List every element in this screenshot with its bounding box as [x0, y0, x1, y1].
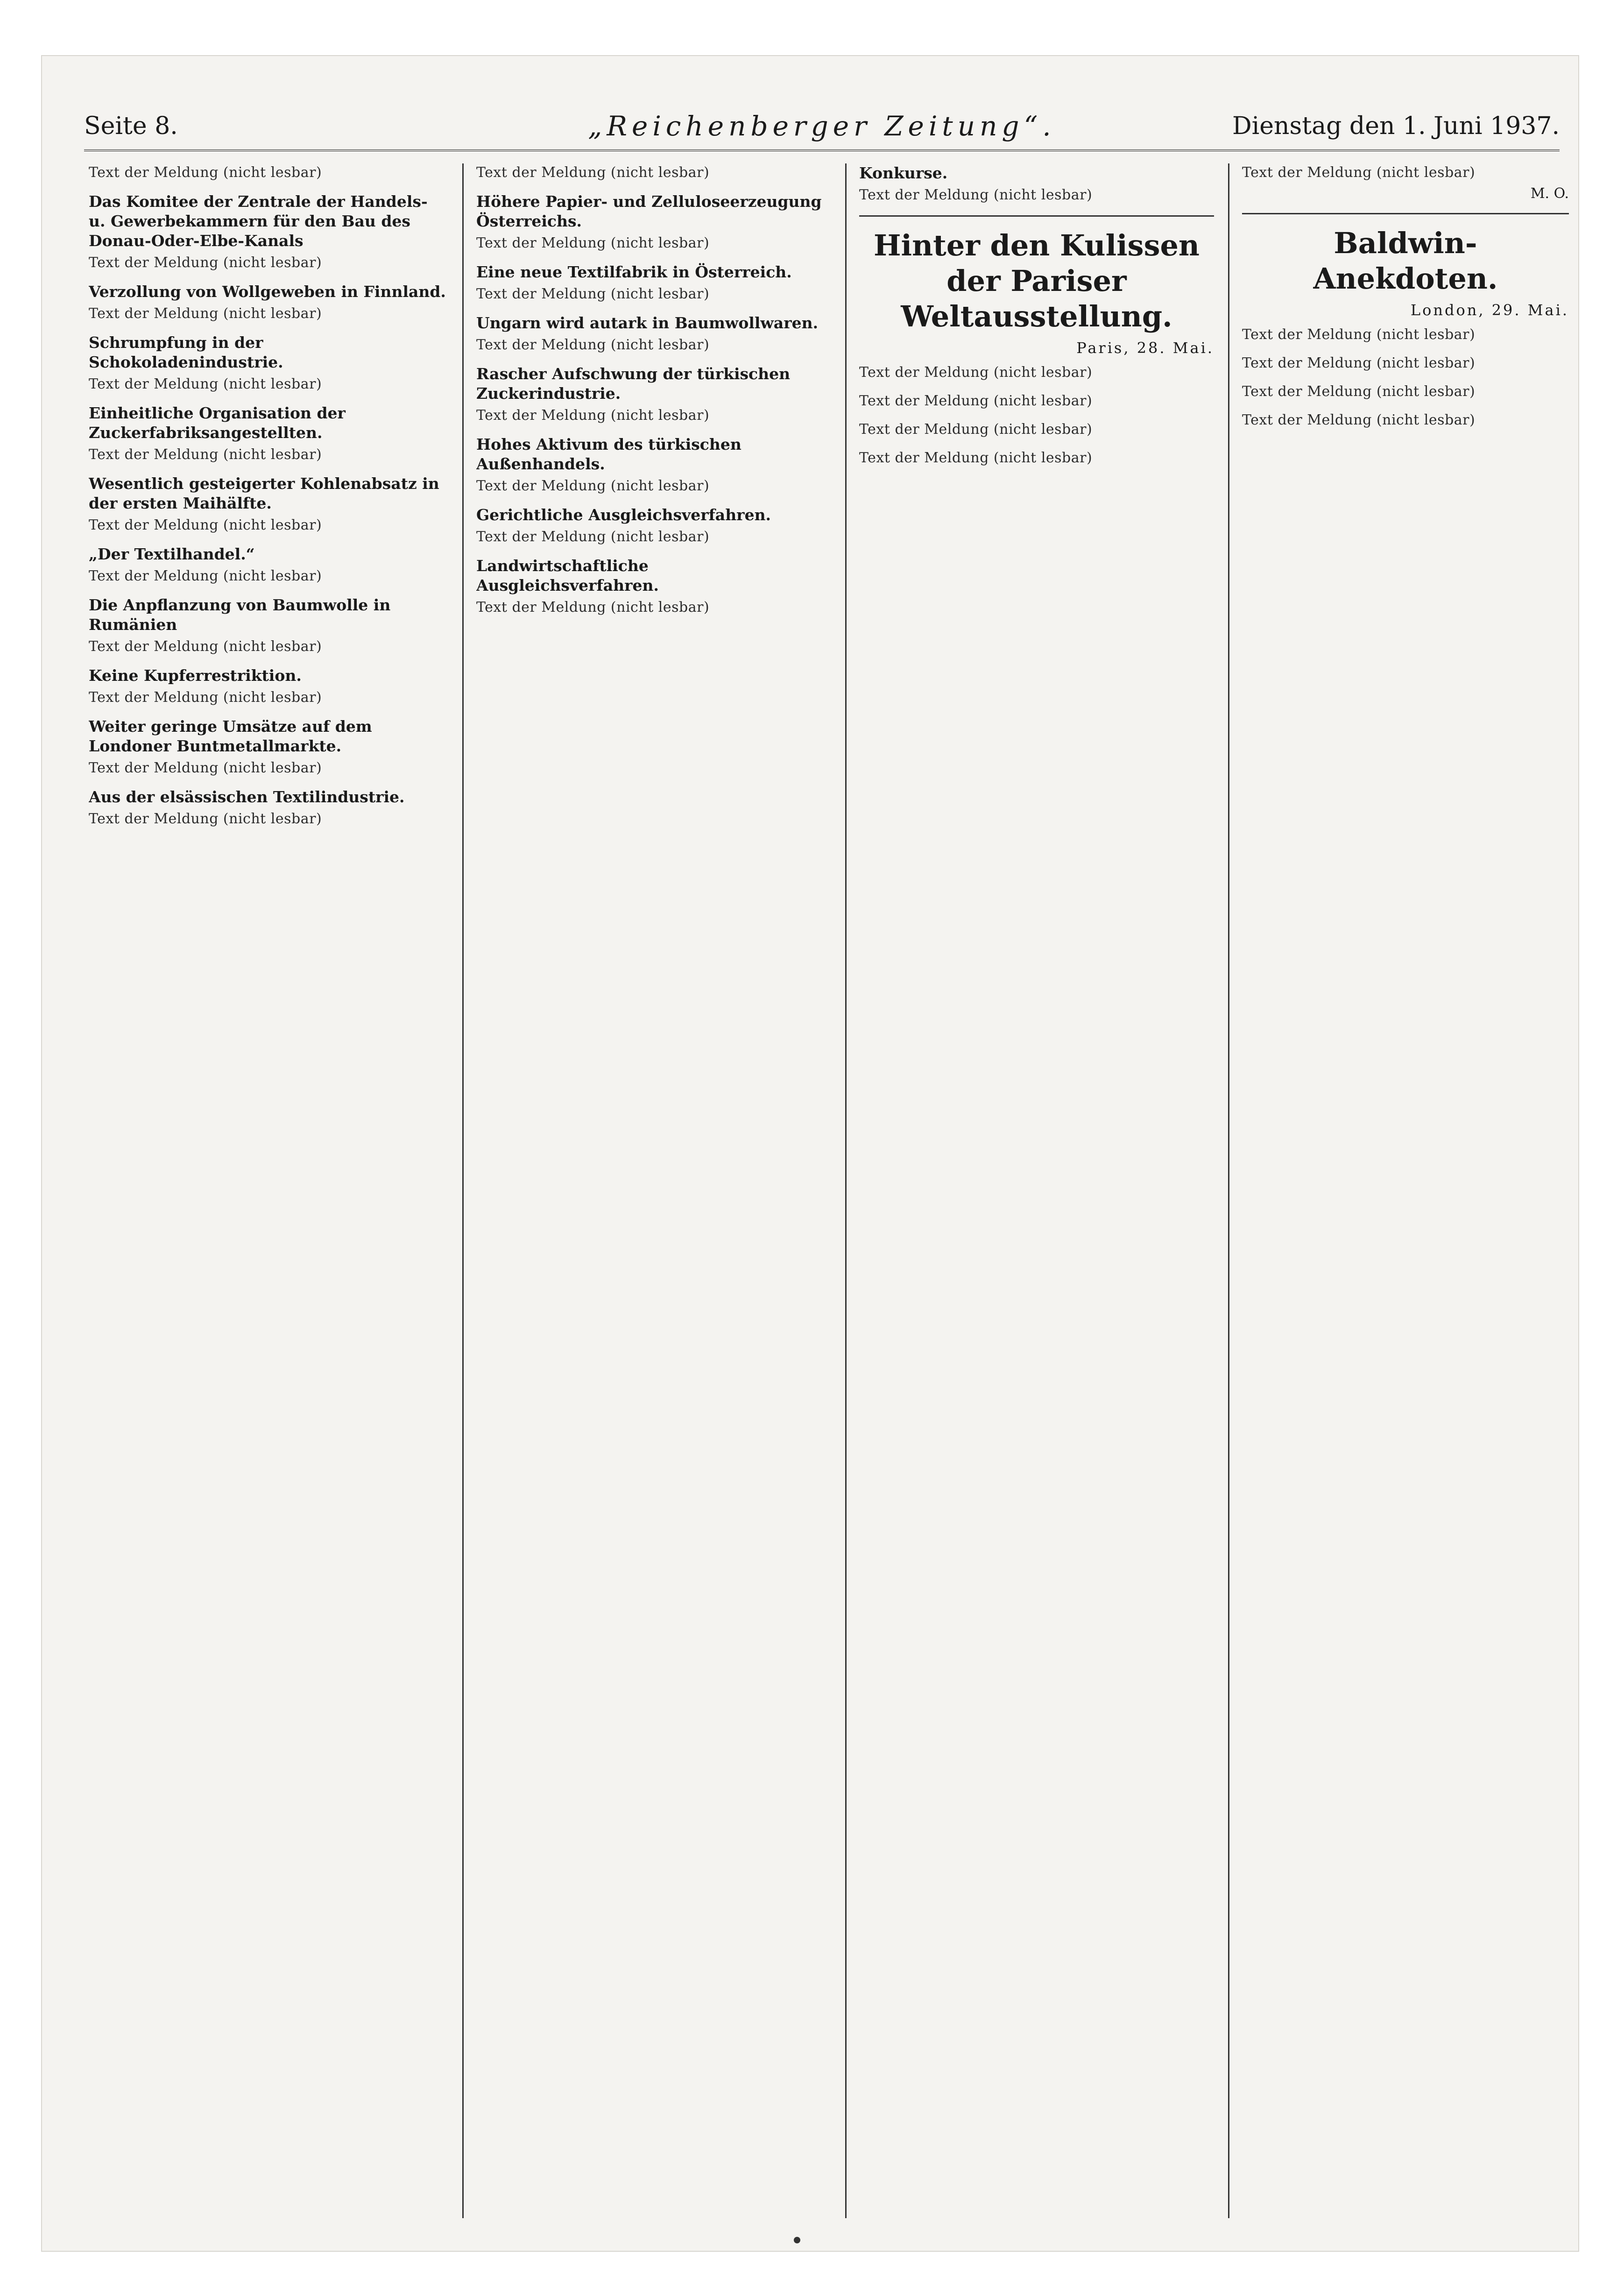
newspaper-title: „Reichenberger Zeitung“.: [588, 110, 1056, 142]
section-rule: [859, 215, 1214, 217]
page-number: Seite 8.: [84, 112, 178, 140]
article-paragraph: Text der Meldung (nicht lesbar): [1242, 355, 1476, 371]
column-4: [1242, 163, 1569, 2237]
article-paragraph: Text der Meldung (nicht lesbar): [476, 529, 710, 545]
article-paragraph: Text der Meldung (nicht lesbar): [859, 450, 1093, 466]
article-heading: Gerichtliche Ausgleichsverfahren.: [476, 506, 771, 524]
article-paragraph: Text der Meldung (nicht lesbar): [476, 164, 710, 181]
article-paragraph: Text der Meldung (nicht lesbar): [859, 421, 1093, 438]
column-2: [476, 163, 831, 2237]
article-heading: Konkurse.: [859, 164, 948, 182]
section-rule: [1242, 213, 1569, 214]
article-heading: Landwirtschaftliche Ausgleichsverfahren.: [476, 557, 659, 594]
author-signature: M. O.: [1530, 185, 1569, 202]
article-heading: „Der Textilhandel.“: [89, 545, 255, 563]
column-rule: [462, 163, 464, 2218]
article-heading: Aus der elsässischen Textilindustrie.: [89, 788, 405, 806]
article-paragraph: Text der Meldung (nicht lesbar): [859, 364, 1093, 381]
column-rule: [845, 163, 847, 2218]
column-rule: [1228, 163, 1229, 2218]
article-paragraph: Text der Meldung (nicht lesbar): [89, 568, 322, 584]
article-paragraph: Text der Meldung (nicht lesbar): [859, 187, 1093, 203]
article-heading: Weiter geringe Umsätze auf dem Londoner Buntmetallmarkte.: [89, 717, 372, 755]
article-paragraph: Text der Meldung (nicht lesbar): [859, 393, 1093, 409]
article-paragraph: Text der Meldung (nicht lesbar): [476, 337, 710, 353]
dateline: London, 29. Mai.: [1410, 301, 1569, 319]
article-paragraph: Text der Meldung (nicht lesbar): [476, 235, 710, 251]
column-3: [859, 163, 1214, 2237]
article-heading: Einheitliche Organisation der Zuckerfabriksangestellten.: [89, 404, 346, 442]
article-paragraph: Text der Meldung (nicht lesbar): [476, 599, 710, 615]
article-paragraph: Text der Meldung (nicht lesbar): [89, 517, 322, 533]
article-heading: Wesentlich gesteigerter Kohlenabsatz in der ersten Maihälfte.: [89, 474, 439, 512]
article-paragraph: Text der Meldung (nicht lesbar): [89, 376, 322, 392]
article-paragraph: Text der Meldung (nicht lesbar): [1242, 164, 1476, 181]
article-heading: Schrumpfung in der Schokoladenindustrie.: [89, 333, 283, 371]
article-paragraph: Text der Meldung (nicht lesbar): [89, 446, 322, 463]
article-paragraph: Text der Meldung (nicht lesbar): [1242, 412, 1476, 428]
feature-headline: Baldwin-Anekdoten.: [1313, 226, 1498, 296]
article-paragraph: Text der Meldung (nicht lesbar): [89, 164, 322, 181]
paper-speck: [794, 2237, 800, 2243]
article-paragraph: Text der Meldung (nicht lesbar): [1242, 326, 1476, 343]
article-heading: Hohes Aktivum des türkischen Außenhandels.: [476, 435, 741, 473]
article-heading: Das Komitee der Zentrale der Handels- u. Gewerbekammern für den Bau des Donau-Oder-Elbe-Kanals: [89, 192, 428, 250]
article-paragraph: Text der Meldung (nicht lesbar): [1242, 383, 1476, 400]
issue-date: Dienstag den 1. Juni 1937.: [1232, 112, 1560, 140]
article-heading: Verzollung von Wollgeweben in Finnland.: [89, 283, 446, 301]
column-1: [89, 163, 448, 2237]
article-paragraph: Text der Meldung (nicht lesbar): [476, 478, 710, 494]
article-heading: Ungarn wird autark in Baumwollwaren.: [476, 314, 819, 332]
article-paragraph: Text der Meldung (nicht lesbar): [89, 689, 322, 706]
article-paragraph: Text der Meldung (nicht lesbar): [89, 811, 322, 827]
feature-headline: Hinter den Kulissen der Pariser Weltausstellung.: [873, 228, 1200, 333]
article-paragraph: Text der Meldung (nicht lesbar): [89, 638, 322, 655]
article-heading: Die Anpflanzung von Baumwolle in Rumänien: [89, 596, 391, 634]
article-paragraph: Text der Meldung (nicht lesbar): [476, 407, 710, 424]
article-heading: Höhere Papier- und Zelluloseerzeugung Österreichs.: [476, 192, 822, 230]
article-heading: Keine Kupferrestriktion.: [89, 666, 302, 685]
article-paragraph: Text der Meldung (nicht lesbar): [89, 760, 322, 776]
article-heading: Eine neue Textilfabrik in Österreich.: [476, 263, 792, 281]
article-paragraph: Text der Meldung (nicht lesbar): [89, 305, 322, 322]
article-heading: Rascher Aufschwung der türkischen Zuckerindustrie.: [476, 365, 791, 403]
article-paragraph: Text der Meldung (nicht lesbar): [476, 286, 710, 302]
masthead: [84, 107, 1560, 151]
article-paragraph: Text der Meldung (nicht lesbar): [89, 255, 322, 271]
dateline: Paris, 28. Mai.: [1076, 339, 1214, 357]
